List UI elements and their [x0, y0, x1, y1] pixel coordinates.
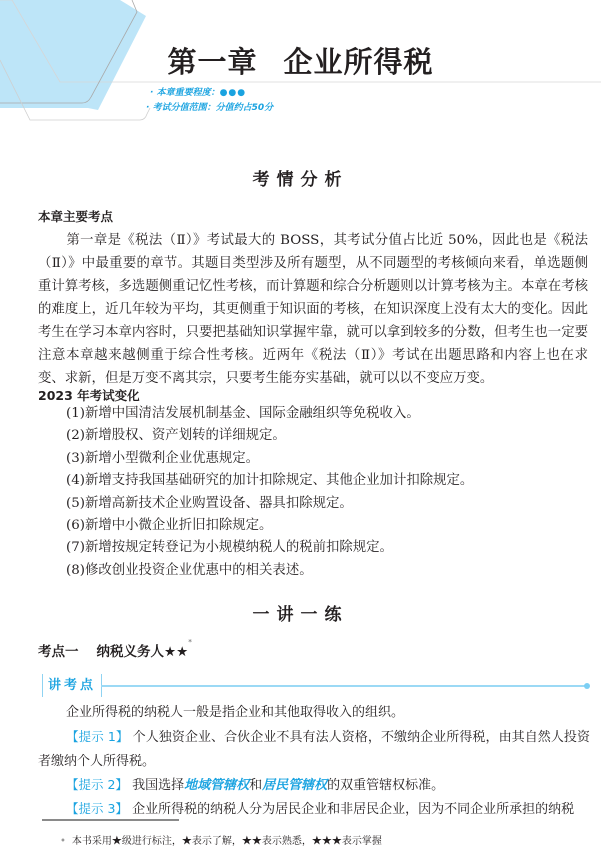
main-points-heading: 本章主要考点	[38, 209, 114, 224]
footnote	[60, 832, 382, 847]
section-title-practice: 一讲一练	[252, 605, 349, 625]
score-range-row: · 考试分值范围：分值约占50分	[146, 103, 274, 113]
highlight-territorial-jurisdiction: 地域管辖权	[184, 778, 250, 793]
footnote-text: 本书采用★级进行标注，★表示了解，★★表示熟悉，★★★表示掌握	[71, 836, 382, 847]
hint-2-text-mid: 和	[249, 778, 263, 793]
hint-1-text: 个人独资企业、合伙企业不具有法人资格，不缴纳企业所得税，由其自然人投资者缴纳个人所得税。	[38, 730, 590, 769]
lecture-tag: 讲考点	[42, 674, 102, 697]
score-label: 考试分值范围：	[152, 103, 216, 113]
hint-2-text-post: 的双重管辖权标准。	[327, 778, 445, 793]
hint-2-text-pre: 我国选择	[132, 778, 185, 793]
list-item: (6)新增中小微企业折旧扣除规定。	[66, 518, 273, 534]
footnote-bullet-icon: •	[60, 836, 66, 847]
changes-list	[66, 403, 473, 582]
section-title-analysis: 考情分析	[252, 170, 349, 190]
main-points-paragraph	[38, 229, 588, 390]
hint-2	[38, 773, 590, 798]
list-item: (7)新增按规定转登记为小规模纳税人的税前扣除规定。	[66, 540, 393, 556]
intro-paragraph	[38, 701, 590, 725]
chapter-number: 第一章	[167, 45, 258, 79]
lecture-tag-rule	[101, 685, 586, 687]
list-item: (3)新增小型微利企业优惠规定。	[66, 450, 260, 466]
hint-1	[38, 725, 590, 774]
lecture-tag-dot-icon	[584, 683, 590, 689]
hint-3	[38, 797, 590, 821]
chapter-meta	[146, 86, 273, 116]
hint-3-text: 企业所得税的纳税人分为居民企业和非居民企业，因为不同企业所承担的纳税	[132, 802, 575, 817]
list-item: (4)新增支持我国基础研究的加计扣除规定、其他企业加计扣除规定。	[66, 473, 474, 489]
footnote-divider	[42, 819, 179, 821]
score-value: 分值约占50分	[215, 103, 274, 113]
list-item: (2)新增股权、资产划转的详细规定。	[66, 428, 286, 444]
kp-title: 纳税义务人★★	[96, 644, 189, 660]
importance-dots-icon: ●●●	[219, 88, 247, 98]
chapter-title	[0, 40, 601, 81]
kp-label: 考点一	[38, 644, 79, 660]
importance-row: · 本章重要程度：●●●	[150, 88, 247, 98]
importance-label: 本章重要程度：	[156, 88, 220, 98]
hint-1-label: 【提示 1】	[66, 729, 129, 744]
list-item: (5)新增高新技术企业购置设备、器具扣除规定。	[66, 495, 353, 511]
knowledge-point-heading	[38, 640, 192, 660]
list-item: (8)修改创业投资企业优惠中的相关表述。	[66, 562, 313, 578]
main-points-text: 第一章是《税法（Ⅱ）》考试最大的 BOSS，其考试分值占比近 50%，因此也是《税法（Ⅱ）》中最重要的章节。其题目类型涉及所有题型，从不同题型的考核倾向来看，单选题侧重计算考核，多选题侧重记忆性考核，而计算题和综合分析题则以计算考核为主。本章在考核的难度上，近几年较为平均，其更侧重于知识面的考核，在知识深度上没有太大的变化。因此考生在学习本章内容时，只要把基础知识掌握牢靠，就可以拿到较多的分数，但考生也一定要注意本章越来越侧重于综合性考核。近两年《税法（Ⅱ）》考试在出题思路和内容上也在求变、求新，但是万变不离其宗，只要考生能夯实基础，就可以以不变应万变。	[38, 233, 588, 386]
chapter-name: 企业所得税	[283, 45, 434, 79]
highlight-resident-jurisdiction: 居民管辖权	[262, 778, 328, 793]
hint-2-label: 【提示 2】	[66, 777, 128, 792]
hint-3-label: 【提示 3】	[66, 801, 128, 816]
changes-heading: 2023 年考试变化	[38, 388, 140, 403]
list-item: (1)新增中国清洁发展机制基金、国际金融组织等免税收入。	[66, 406, 420, 421]
footnote-mark: *	[188, 638, 192, 646]
intro-text: 企业所得税的纳税人一般是指企业和其他取得收入的组织。	[66, 705, 405, 720]
